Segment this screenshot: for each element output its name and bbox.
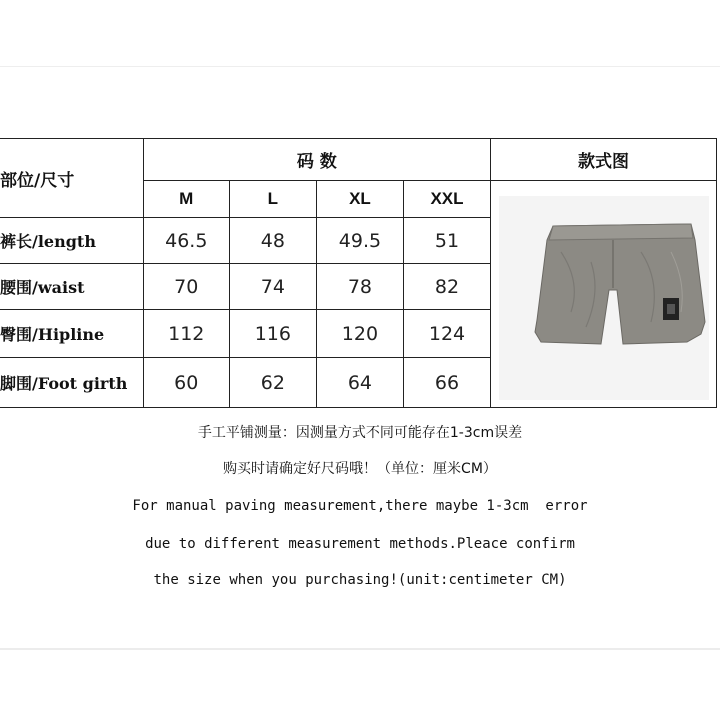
cell-hipline-xl: 120 bbox=[316, 310, 403, 358]
note-en-line-2: due to different measurement methods.Pleace confirm bbox=[145, 536, 575, 552]
style-header: 款式图 bbox=[491, 139, 717, 181]
size-xxl: XXL bbox=[404, 181, 491, 218]
note-zh-line-1: 手工平铺测量：因测量方式不同可能存在1-3cm误差 bbox=[197, 425, 523, 441]
row-label-hipline: 臀围/Hipline bbox=[0, 310, 143, 358]
note-zh-line-2: 购买时请确定好尺码哦！（单位：厘米CM） bbox=[223, 461, 497, 477]
note-en-line-1: For manual paving measurement,there maybe 1-3cm error bbox=[132, 498, 588, 514]
product-image-cell bbox=[491, 181, 717, 408]
row-label-foot-girth: 脚围/Foot girth bbox=[0, 358, 143, 408]
note-en-line-3: the size when you purchasing!(unit:centimeter CM) bbox=[153, 572, 567, 588]
cell-foot-girth-m: 60 bbox=[143, 358, 229, 408]
bottom-margin bbox=[0, 648, 720, 722]
cell-foot-girth-l: 62 bbox=[229, 358, 316, 408]
cell-hipline-xxl: 124 bbox=[404, 310, 491, 358]
size-m: M bbox=[143, 181, 229, 218]
cell-hipline-l: 116 bbox=[229, 310, 316, 358]
cell-waist-l: 74 bbox=[229, 264, 316, 310]
cell-length-xxl: 51 bbox=[404, 218, 491, 264]
cell-hipline-m: 112 bbox=[143, 310, 229, 358]
size-chart-table bbox=[0, 138, 717, 408]
size-xl: XL bbox=[316, 181, 403, 218]
cell-foot-girth-xxl: 66 bbox=[404, 358, 491, 408]
cell-waist-m: 70 bbox=[143, 264, 229, 310]
row-label-waist: 腰围/waist bbox=[0, 264, 143, 310]
cell-length-xl: 49.5 bbox=[316, 218, 403, 264]
top-margin bbox=[0, 0, 720, 67]
cell-waist-xl: 78 bbox=[316, 264, 403, 310]
cell-waist-xxl: 82 bbox=[404, 264, 491, 310]
cell-foot-girth-xl: 64 bbox=[316, 358, 403, 408]
row-label-length: 裤长/length bbox=[0, 218, 143, 264]
shorts-image bbox=[491, 182, 713, 406]
sizes-header: 码 数 bbox=[143, 139, 490, 181]
corner-label: 部位/尺寸 bbox=[0, 139, 143, 218]
size-l: L bbox=[229, 181, 316, 218]
cell-length-m: 46.5 bbox=[143, 218, 229, 264]
cell-length-l: 48 bbox=[229, 218, 316, 264]
